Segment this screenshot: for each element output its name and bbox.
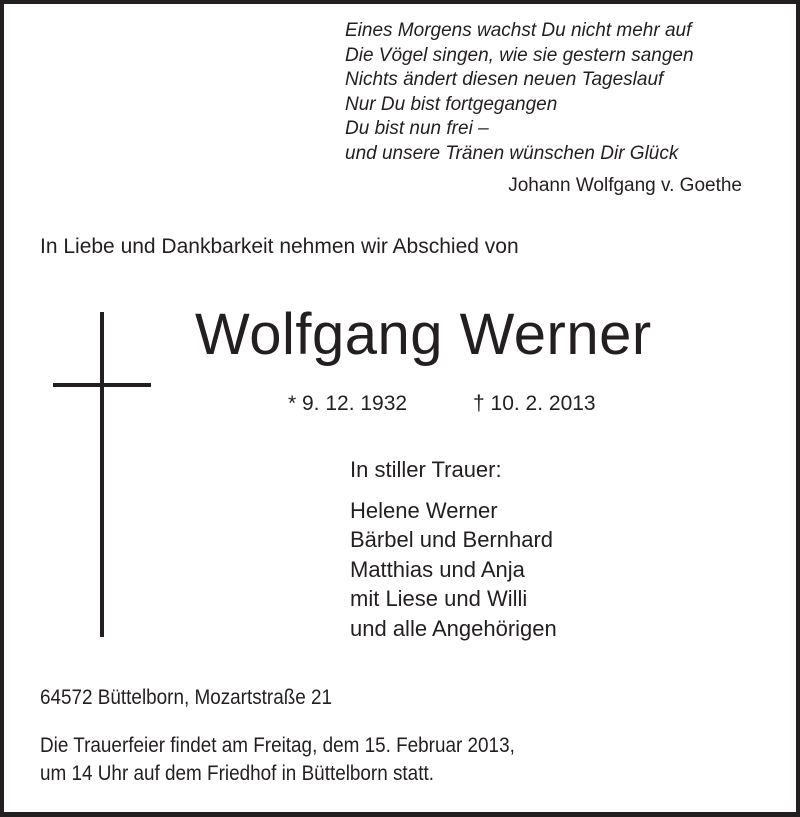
address: 64572 Büttelborn, Mozartstraße 21 xyxy=(40,686,333,709)
mourner-name: und alle Angehörigen xyxy=(350,616,557,641)
death-date: † 10. 2. 2013 xyxy=(473,392,596,415)
poem-line: und unsere Tränen wünschen Dir Glück xyxy=(345,143,679,164)
service-line: Die Trauerfeier findet am Freitag, dem 15. Februar 2013, xyxy=(40,734,515,757)
cross-icon xyxy=(100,312,104,637)
mourner-name: mit Liese und Willi xyxy=(350,586,528,611)
mourner-name: Bärbel und Bernhard xyxy=(350,527,554,552)
mourner-name: Matthias und Anja xyxy=(350,557,525,582)
cross-icon-bar xyxy=(53,383,151,387)
poem-author: Johann Wolfgang v. Goethe xyxy=(508,175,742,196)
birth-date: * 9. 12. 1932 xyxy=(288,392,408,415)
mourner-name: Helene Werner xyxy=(350,498,498,523)
mourners-heading: In stiller Trauer: xyxy=(350,457,502,482)
poem-line: Nur Du bist fortgegangen xyxy=(345,94,558,115)
intro-text: In Liebe und Dankbarkeit nehmen wir Abschied von xyxy=(40,235,519,258)
poem-line: Nichts ändert diesen neuen Tageslauf xyxy=(345,69,664,90)
poem-line: Die Vögel singen, wie sie gestern sangen xyxy=(345,45,694,66)
deceased-name: Wolfgang Werner xyxy=(195,302,652,367)
poem-line: Eines Morgens wachst Du nicht mehr auf xyxy=(345,20,692,41)
poem-line: Du bist nun frei – xyxy=(345,118,489,139)
service-line: um 14 Uhr auf dem Friedhof in Büttelborn statt. xyxy=(40,762,434,785)
